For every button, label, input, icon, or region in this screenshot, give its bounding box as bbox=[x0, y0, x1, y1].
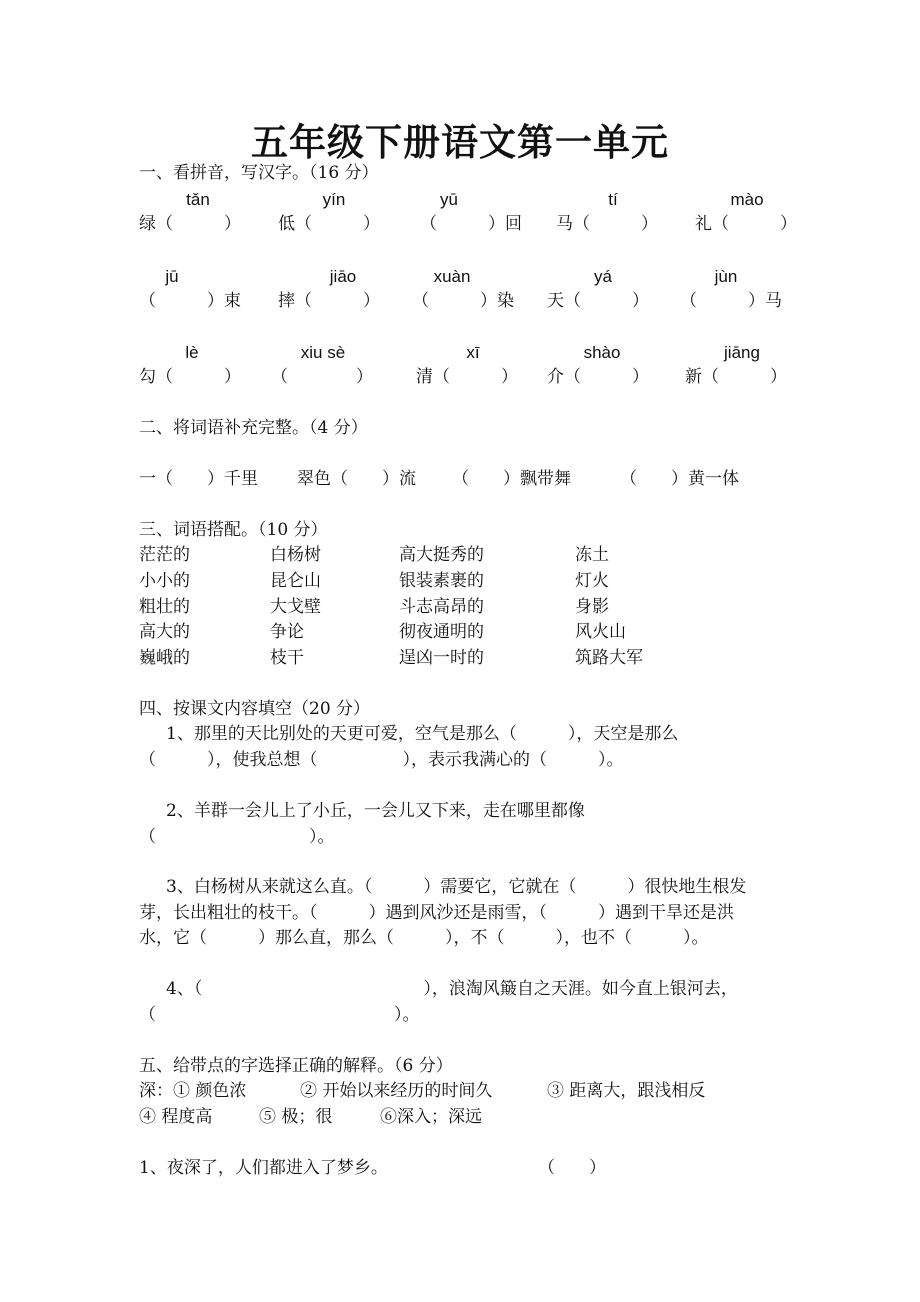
char-blank[interactable]: （ ） bbox=[271, 367, 373, 387]
pinyin: yín bbox=[322, 190, 346, 209]
match-word[interactable]: 高大挺秀的 bbox=[399, 545, 484, 565]
char-blank[interactable]: （ ）马 bbox=[680, 291, 782, 311]
pinyin: xī bbox=[466, 343, 480, 362]
fill-line[interactable]: （ ），使我总想（ ），表示我满心的（ ）。 bbox=[139, 750, 624, 770]
match-word[interactable]: 高大的 bbox=[139, 622, 190, 642]
char-blank[interactable]: 介（ ） bbox=[547, 367, 649, 387]
fill-line[interactable]: 4、（ ），浪淘风簸自之天涯。如今直上银河去， bbox=[166, 979, 738, 999]
char-blank[interactable]: 低（ ） bbox=[278, 214, 380, 234]
match-word[interactable]: 粗壮的 bbox=[139, 597, 190, 617]
idiom-blank[interactable]: （ ）黄一体 bbox=[620, 469, 739, 489]
match-word[interactable]: 白杨树 bbox=[270, 545, 321, 565]
pinyin: jū bbox=[165, 267, 179, 286]
match-word[interactable]: 风火山 bbox=[575, 622, 626, 642]
char-blank[interactable]: 摔（ ） bbox=[278, 291, 380, 311]
pinyin: tí bbox=[608, 190, 618, 209]
char-blank[interactable]: （ ）染 bbox=[412, 291, 514, 311]
fill-line[interactable]: （ ）。 bbox=[139, 827, 335, 847]
match-word[interactable]: 争论 bbox=[270, 622, 304, 642]
meaning-option: ② 开始以来经历的时间久 bbox=[300, 1081, 493, 1101]
char-blank[interactable]: 绿（ ） bbox=[139, 214, 241, 234]
section5-heading: 五、给带点的字选择正确的解释。（6 分） bbox=[139, 1056, 453, 1076]
pinyin: xiu sè bbox=[300, 343, 346, 362]
char-blank[interactable]: 新（ ） bbox=[685, 367, 787, 387]
section3-heading: 三、词语搭配。（10 分） bbox=[139, 520, 328, 540]
meaning-option: ⑥深入；深远 bbox=[380, 1107, 482, 1127]
section4-heading: 四、按课文内容填空（20 分） bbox=[139, 699, 371, 719]
match-word[interactable]: 冻土 bbox=[575, 545, 609, 565]
pinyin: shào bbox=[583, 343, 621, 362]
fill-line[interactable]: 3、白杨树从来就这么直。（ ）需要它，它就在（ ）很快地生根发 bbox=[166, 877, 747, 897]
pinyin: lè bbox=[185, 343, 199, 362]
pinyin: tǎn bbox=[186, 190, 210, 209]
match-word[interactable]: 逞凶一时的 bbox=[399, 648, 484, 668]
pinyin: yá bbox=[594, 267, 612, 286]
pinyin: yū bbox=[440, 190, 458, 209]
page-title: 五年级下册语文第一单元 bbox=[251, 121, 669, 164]
idiom-blank[interactable]: 一（ ）千里 bbox=[139, 469, 258, 489]
answer-blank[interactable]: （ ） bbox=[538, 1158, 606, 1178]
match-word[interactable]: 茫茫的 bbox=[139, 545, 190, 565]
char-blank[interactable]: （ ）束 bbox=[139, 291, 241, 311]
char-blank[interactable]: 清（ ） bbox=[416, 367, 518, 387]
char-blank[interactable]: 礼（ ） bbox=[695, 214, 797, 234]
meaning-option: ⑤ 极；很 bbox=[259, 1107, 333, 1127]
meaning-option: ④ 程度高 bbox=[139, 1107, 213, 1127]
match-word[interactable]: 枝干 bbox=[270, 648, 304, 668]
match-word[interactable]: 斗志高昂的 bbox=[399, 597, 484, 617]
match-word[interactable]: 银装素裹的 bbox=[399, 571, 484, 591]
fill-line[interactable]: 2、羊群一会儿上了小丘，一会儿又下来，走在哪里都像 bbox=[166, 801, 585, 821]
pinyin: jiāo bbox=[329, 267, 357, 286]
char-blank[interactable]: 勾（ ） bbox=[139, 367, 241, 387]
section2-heading: 二、将词语补充完整。（4 分） bbox=[139, 418, 368, 438]
section1-heading: 一、看拼音，写汉字。（16 分） bbox=[139, 163, 379, 183]
pinyin: xuàn bbox=[433, 267, 471, 286]
meaning-option: ③ 距离大，跟浅相反 bbox=[547, 1081, 706, 1101]
char-blank[interactable]: 马（ ） bbox=[556, 214, 658, 234]
match-word[interactable]: 巍峨的 bbox=[139, 648, 190, 668]
pinyin: jùn bbox=[714, 267, 738, 286]
pinyin: mào bbox=[730, 190, 764, 209]
idiom-blank[interactable]: （ ）飘带舞 bbox=[452, 469, 571, 489]
question-text: 1、夜深了，人们都进入了梦乡。 bbox=[139, 1158, 388, 1178]
fill-line[interactable]: 芽，长出粗壮的枝干。（ ）遇到风沙还是雨雪，（ ）遇到干旱还是洪 bbox=[139, 903, 734, 923]
match-word[interactable]: 筑路大军 bbox=[575, 648, 643, 668]
match-word[interactable]: 大戈壁 bbox=[270, 597, 321, 617]
match-word[interactable]: 身影 bbox=[575, 597, 609, 617]
match-word[interactable]: 小小的 bbox=[139, 571, 190, 591]
idiom-blank[interactable]: 翠色（ ）流 bbox=[297, 469, 416, 489]
meaning-option: 深：① 颜色浓 bbox=[139, 1081, 247, 1101]
match-word[interactable]: 彻夜通明的 bbox=[399, 622, 484, 642]
fill-line[interactable]: （ ）。 bbox=[139, 1005, 420, 1025]
char-blank[interactable]: 天（ ） bbox=[547, 291, 649, 311]
fill-line[interactable]: 1、那里的天比别处的天更可爱，空气是那么（ ），天空是那么 bbox=[166, 724, 679, 744]
char-blank[interactable]: （ ）回 bbox=[420, 214, 522, 234]
pinyin: jiāng bbox=[724, 343, 760, 362]
match-word[interactable]: 灯火 bbox=[575, 571, 609, 591]
fill-line[interactable]: 水，它（ ）那么直，那么（ ），不（ ），也不（ ）。 bbox=[139, 928, 709, 948]
match-word[interactable]: 昆仑山 bbox=[270, 571, 321, 591]
